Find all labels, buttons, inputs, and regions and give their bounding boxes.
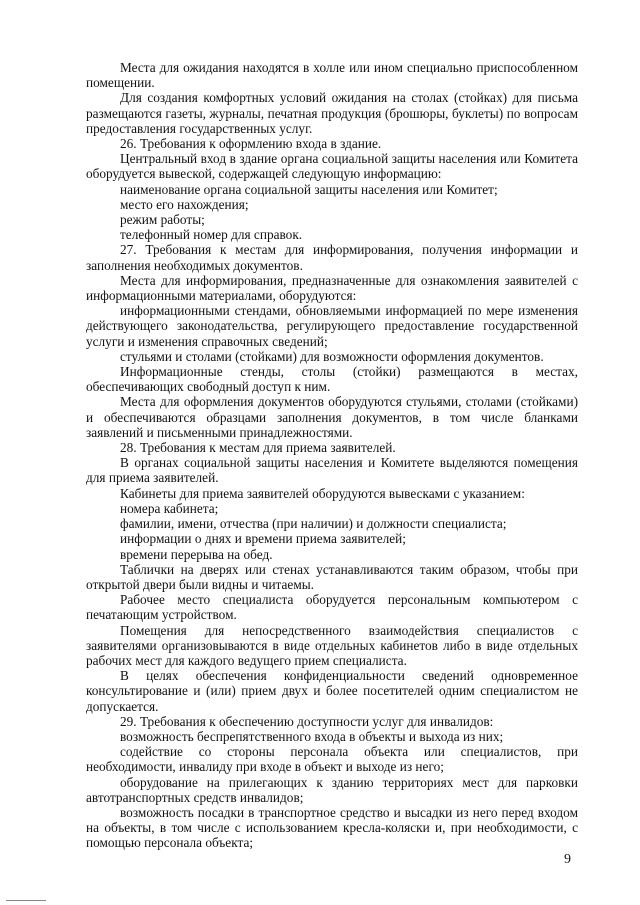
paragraph: В целях обеспечения конфиденциальности сведений одновременное консультирование и (или) прием двух и более посетителей одним специалистом не допускается. (86, 668, 578, 714)
paragraph: Таблички на дверях или стенах устанавливаются таким образом, чтобы при открытой двери были видны и читаемы. (86, 561, 578, 592)
list-item: режим работы; (120, 212, 205, 228)
list-item: возможность посадки в транспортное средство и высадки из него перед входом на объекты, в том числе с использованием кресла-коляски и, при необходимости, с помощью персонала объекта; (86, 804, 578, 851)
list-item: содействие со стороны персонала объекта или специалистов, при необходимости, инвалиду при входе в объект и выходе из него; (86, 744, 578, 775)
paragraph: Информационные стенды, столы (стойки) размещаются в местах, обеспечивающих свободный доступ к ним. (86, 364, 578, 395)
list-item: оборудование на прилегающих к зданию территориях мест для парковки автотранспортных средств инвалидов; (86, 774, 578, 805)
paragraph: Для создания комфортных условий ожидания на столах (стойках) для письма размещаются газеты, журналы, печатная продукция (брошюры, буклеты) по вопросам предоставления государственных услуг. (86, 90, 578, 136)
section-heading: 29. Требования к обеспечению доступности услуг для инвалидов: (120, 713, 494, 729)
paragraph: Кабинеты для приема заявителей оборудуются вывесками с указанием: (120, 485, 525, 501)
list-item: номера кабинета; (120, 500, 219, 516)
list-item: возможность беспрепятственного входа в объекты и выхода из них; (120, 728, 504, 744)
paragraph: Места для информирования, предназначенные для ознакомления заявителей с информационными материалами, оборудуются: (86, 272, 578, 304)
section-heading: 27. Требования к местам для информирования, получения информации и заполнения необходимых документов. (86, 242, 578, 273)
paragraph: Центральный вход в здание органа социальной защиты населения или Комитета оборудуется вывеской, содержащей следующую информацию: (86, 151, 578, 182)
page-number: 9 (564, 852, 571, 867)
paragraph: Места для ожидания находятся в холле или ином специально приспособленном помещении. (86, 60, 578, 91)
list-item: место его нахождения; (120, 196, 249, 212)
list-item: телефонный номер для справок. (120, 227, 303, 243)
list-item: информации о днях и времени приема заявителей; (120, 531, 406, 547)
list-item: стульями и столами (стойками) для возможности оформления документов. (120, 348, 544, 364)
document-body (86, 60, 578, 851)
scan-edge-mark (6, 900, 46, 901)
section-heading: 28. Требования к местам для приема заявителей. (120, 440, 396, 456)
list-item: наименование органа социальной защиты населения или Комитет; (120, 181, 498, 197)
paragraph: Места для оформления документов оборудуются стульями, столами (стойками) и обеспечиваются образцами заполнения документов, в том числе бланками заявлений и письменными принадлежностями. (86, 394, 578, 440)
list-item: информационными стендами, обновляемыми информацией по мере изменения действующего законодательства, регулирующего предоставление государственной услуги и изменения справочных сведений; (86, 303, 578, 349)
paragraph: Помещения для непосредственного взаимодействия специалистов с заявителями организовываются в виде отдельных кабинетов либо в виде отдельных рабочих мест для каждого ведущего прием специалиста. (86, 622, 578, 668)
section-heading: 26. Требования к оформлению входа в здание. (120, 136, 382, 152)
paragraph: Рабочее место специалиста оборудуется персональным компьютером с печатающим устройством. (86, 592, 578, 623)
list-item: фамилии, имени, отчества (при наличии) и должности специалиста; (120, 516, 507, 532)
paragraph: В органах социальной защиты населения и Комитете выделяются помещения для приема заявителей. (86, 455, 578, 486)
list-item: времени перерыва на обед. (120, 546, 273, 562)
